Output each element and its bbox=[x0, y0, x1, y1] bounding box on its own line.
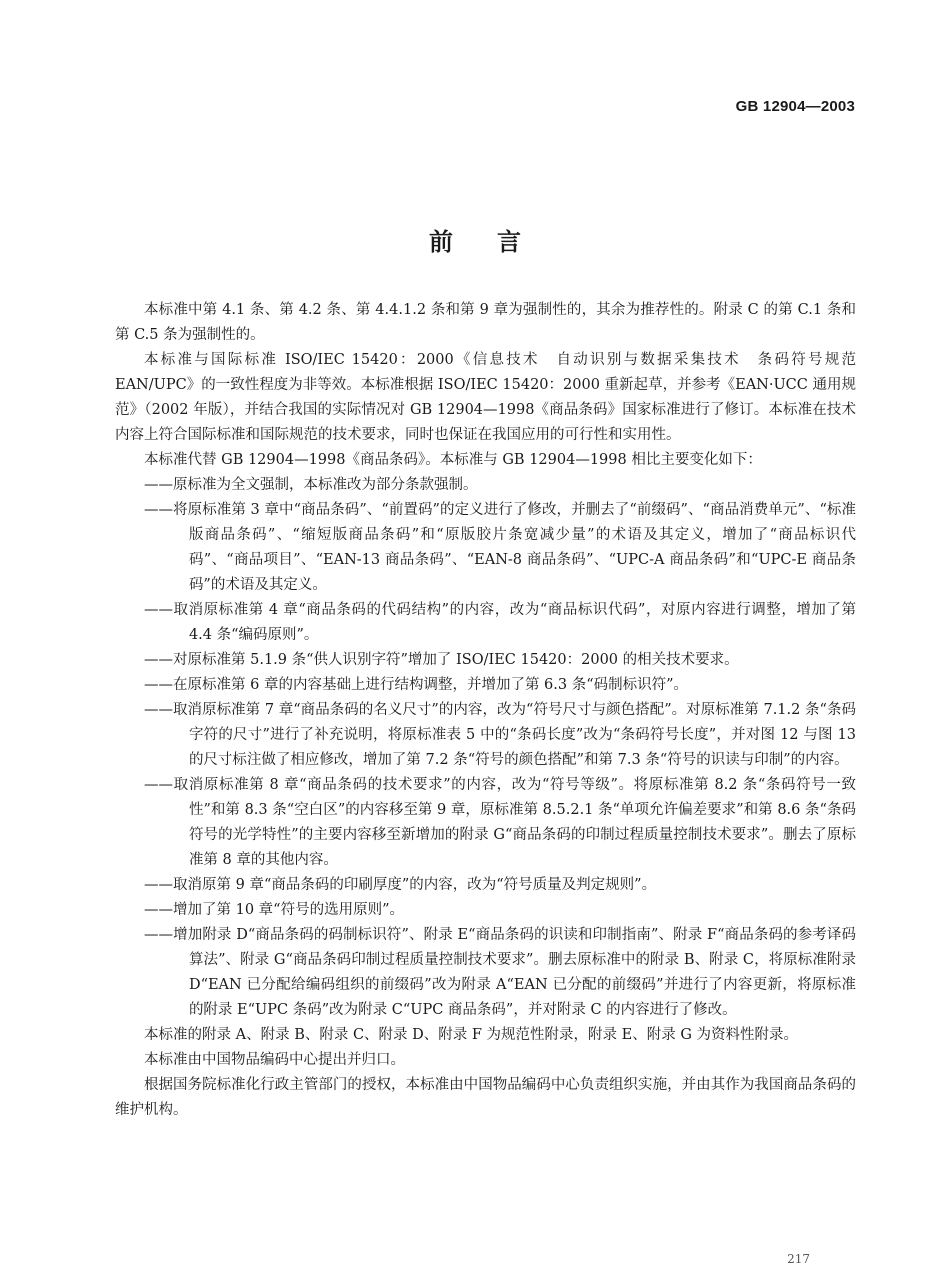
change-item: ——取消原标准第 4 章“商品条码的代码结构”的内容，改为“商品标识代码”，对原内容进行调整，增加了第 4.4 条“编码原则”。 bbox=[144, 602, 856, 643]
change-item: ——增加了第 10 章“符号的选用原则”。 bbox=[144, 902, 404, 918]
paragraph: 本标准中第 4.1 条、第 4.2 条、第 4.4.1.2 条和第 9 章为强制性的，其余为推荐性的。附录 C 的第 C.1 条和第 C.5 条为强制性的。 bbox=[115, 302, 856, 343]
body-text bbox=[115, 298, 856, 1123]
change-list bbox=[115, 473, 856, 1023]
change-item: ——取消原标准第 7 章“商品条码的名义尺寸”的内容，改为“符号尺寸与颜色搭配”。对原标准第 7.1.2 条“条码字符的尺寸”进行了补充说明，将原标准表 5 中的“条码长度”改为“条码符号长度”，并对图 12 与图 13 的尺寸标注做了相应修改，增加了第 7.2 条“符号的颜色搭配”和第 7.3 条“符号的识读与印制”的内容。 bbox=[144, 702, 856, 768]
change-item: ——原标准为全文强制，本标准改为部分条款强制。 bbox=[144, 477, 478, 493]
change-item: ——将原标准第 3 章中“商品条码”、“前置码”的定义进行了修改，并删去了“前缀码”、“商品消费单元”、“标准版商品条码”、“缩短版商品条码”和“原版胶片条宽减少量”的术语及其定义，增加了“商品标识代码”、“商品项目”、“EAN-13 商品条码”、“EAN-8 商品条码”、“UPC-A 商品条码”和“UPC-E 商品条码”的术语及其定义。 bbox=[144, 502, 856, 593]
paragraph: 本标准与国际标准 ISO/IEC 15420：2000《信息技术 自动识别与数据采集技术 条码符号规范 EAN/UPC》的一致性程度为非等效。本标准根据 ISO/IEC 15420：2000 重新起草，并参考《EAN·UCC 通用规范》（2002 年版），并结合我国的实际情况对 GB 12904—1998《商品条码》国家标准进行了修订。本标准在技术内容上符合国际标准和国际规范的技术要求，同时也保证在我国应用的可行性和实用性。 bbox=[115, 352, 856, 443]
paragraph: 本标准的附录 A、附录 B、附录 C、附录 D、附录 F 为规范性附录，附录 E、附录 G 为资料性附录。 bbox=[144, 1027, 799, 1043]
page-number: 217 bbox=[787, 1252, 810, 1266]
change-item: ——在原标准第 6 章的内容基础上进行结构调整，并增加了第 6.3 条“码制标识符”。 bbox=[144, 677, 689, 693]
paragraph: 本标准由中国物品编码中心提出并归口。 bbox=[144, 1052, 405, 1068]
document-code: GB 12904—2003 bbox=[735, 98, 855, 115]
change-item: ——取消原第 9 章“商品条码的印刷厚度”的内容，改为“符号质量及判定规则”。 bbox=[144, 877, 657, 893]
paragraph: 根据国务院标准化行政主管部门的授权，本标准由中国物品编码中心负责组织实施，并由其作为我国商品条码的维护机构。 bbox=[115, 1077, 856, 1118]
paragraph: 本标准代替 GB 12904—1998《商品条码》。本标准与 GB 12904—1998 相比主要变化如下： bbox=[144, 452, 762, 468]
page-title: 前言 bbox=[429, 228, 565, 256]
change-item: ——取消原标准第 8 章“商品条码的技术要求”的内容，改为“符号等级”。将原标准第 8.2 条“条码符号一致性”和第 8.3 条“空白区”的内容移至第 9 章，原标准第 8.5.2.1 条“单项允许偏差要求”和第 8.6 条“条码符号的光学特性”的主要内容移至新增加的附录 G“商品条码的印制过程质量控制技术要求”。删去了原标准第 8 章的其他内容。 bbox=[144, 777, 856, 868]
change-item: ——增加附录 D“商品条码的码制标识符”、附录 E“商品条码的识读和印制指南”、附录 F“商品条码的参考译码算法”、附录 G“商品条码印制过程质量控制技术要求”。删去原标准中的附录 B、附录 C，将原标准附录 D“EAN 已分配给编码组织的前缀码”改为附录 A“EAN 已分配的前缀码”并进行了内容更新，将原标准的附录 E“UPC 条码”改为附录 C“UPC 商品条码”，并对附录 C 的内容进行了修改。 bbox=[144, 927, 856, 1018]
change-item: ——对原标准第 5.1.9 条“供人识别字符”增加了 ISO/IEC 15420：2000 的相关技术要求。 bbox=[144, 652, 739, 668]
